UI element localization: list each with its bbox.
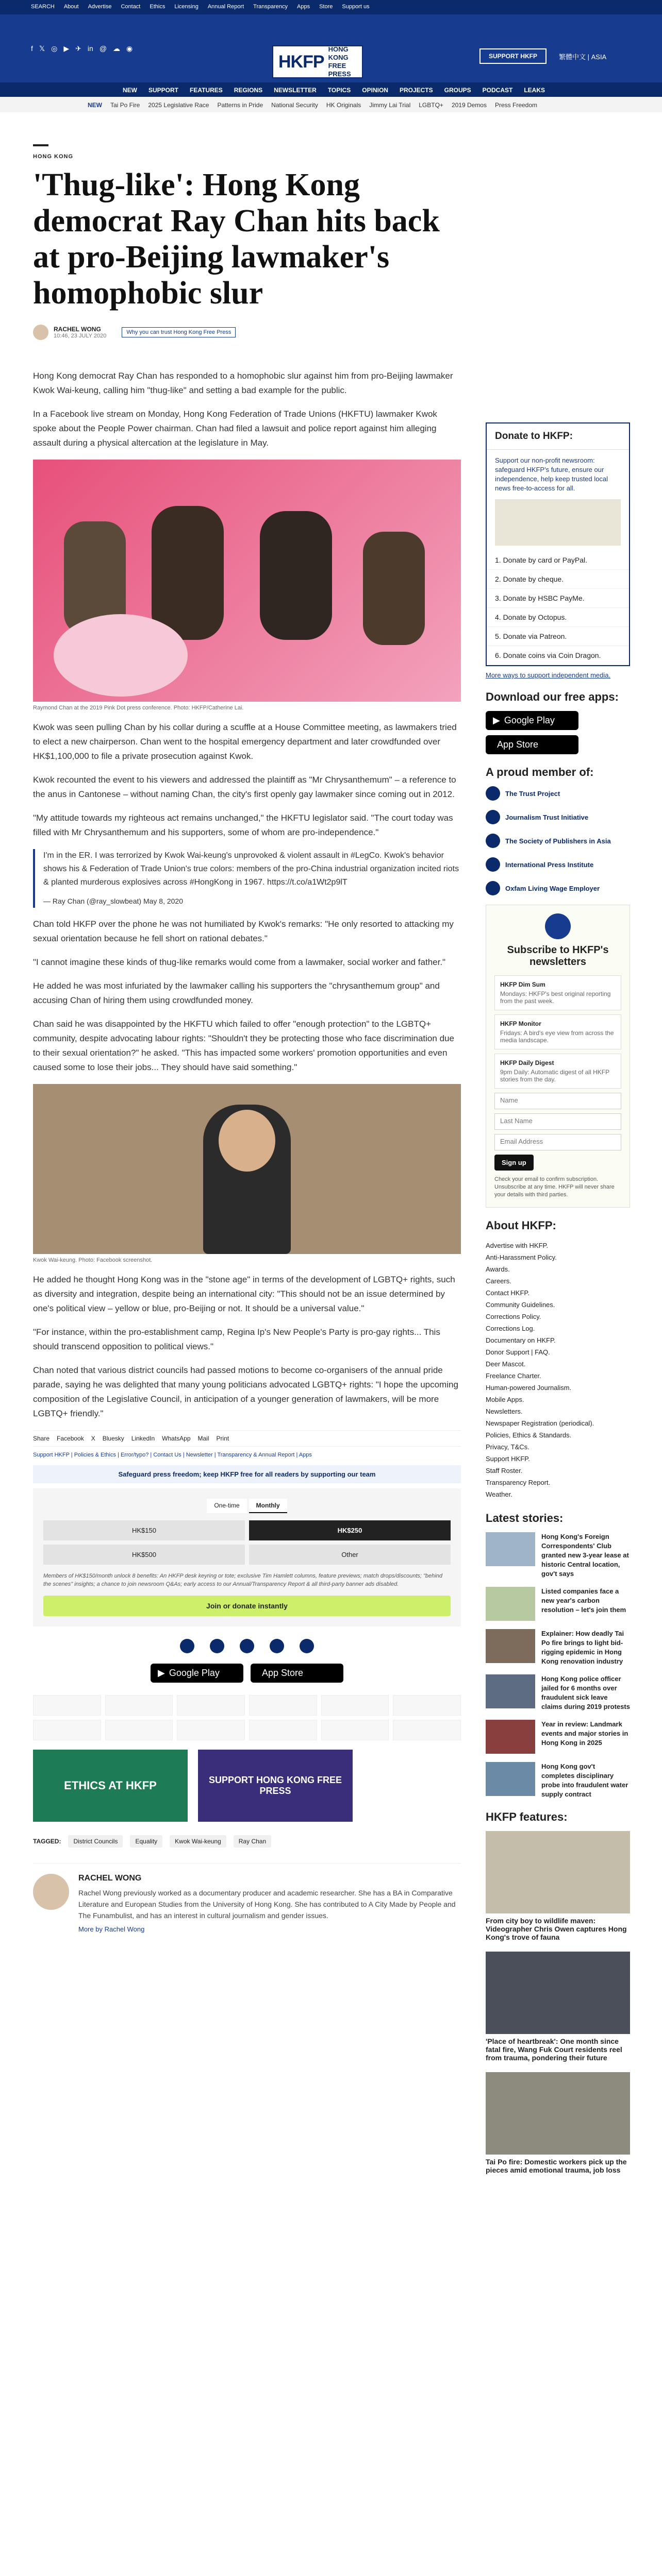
telegram-icon[interactable]: ✈ [75,44,81,53]
tags-row [33,1835,461,1848]
donate-box [486,422,630,666]
site-header [0,14,662,82]
trending-item[interactable]: National Security [271,101,318,109]
ethics-banner[interactable]: ETHICS AT HKFP [33,1750,188,1822]
join-donate-button[interactable]: Join or donate instantly [43,1596,451,1616]
ipi-logo [270,1639,284,1653]
about-link[interactable]: Donor Support | FAQ. [486,1348,550,1356]
tag[interactable]: Ray Chan [234,1835,271,1848]
donate-option[interactable]: 6. Donate coins via Coin Dragon. [487,646,629,665]
donate-option[interactable]: 4. Donate by Octopus. [487,608,629,627]
trust-project-icon [486,786,500,801]
nav-item-topics[interactable]: TOPICS [327,87,351,94]
play-icon: ▶ [158,1668,165,1678]
google-play-badge[interactable]: ▶ Google Play [486,711,578,730]
nav-item-groups[interactable]: GROUPS [444,87,471,94]
trending-item[interactable]: HK Originals [326,101,361,109]
oxfam-icon [486,881,500,895]
newsletter-note: Check your email to confirm subscription. Unsubscribe at any time. HKFP will never share your details with third parties. [494,1176,615,1198]
hkfp-logo-icon [545,913,571,939]
mastercard-icon[interactable] [33,1695,101,1716]
nav-item-support[interactable]: SUPPORT [148,87,179,94]
share-x[interactable]: X [91,1435,95,1442]
about-link[interactable]: Contact HKFP. [486,1289,530,1297]
article-paragraph: Hong Kong democrat Ray Chan has responded to a homophobic slur against him from pro-Beijing lawmaker Kwok Wai-keung, calling him "thug-like" and setting a bad example for the public. [33,371,453,395]
article [33,144,461,1933]
topbar-link-licensing[interactable]: Licensing [174,4,198,10]
nav-item-opinion[interactable]: OPINION [362,87,388,94]
about-link[interactable]: Staff Roster. [486,1467,523,1475]
trending-item[interactable]: 2019 Demos [451,101,487,109]
tag[interactable]: District Councils [68,1835,123,1848]
about-link[interactable]: Privacy, T&Cs. [486,1443,529,1451]
about-title: About HKFP: [486,1219,556,1232]
face [219,1110,275,1172]
donate-option[interactable]: 3. Donate by HSBC PayMe. [487,589,629,608]
tag[interactable]: Equality [130,1835,162,1848]
about-link[interactable]: Human-powered Journalism. [486,1384,572,1392]
about-link[interactable]: Policies, Ethics & Standards. [486,1431,572,1439]
feature-thumbnail [486,2072,630,2155]
article-paragraph: "I cannot imagine these kinds of thug-like remarks would come from a lawmaker, social worker and father." [33,957,446,967]
feature-thumbnail [486,1952,630,2034]
byline [33,325,461,340]
share-linkedin[interactable]: LinkedIn [131,1435,155,1442]
google-play-badge[interactable]: ▶ Google Play [151,1664,243,1683]
nav-item-podcast[interactable]: PODCAST [482,87,513,94]
instagram-icon[interactable]: ◎ [51,44,58,53]
author-bio: Rachel Wong previously worked as a documentary producer and academic researcher. She has a BA in Comparative Literature and European Studies from the University of Hong Kong. She has contributed to A City Made by People and The Funambulist, and has an interest in cultural journalism and gender issues. [78,1889,456,1920]
trending-bar [0,97,662,112]
member-logos-row [33,1639,461,1653]
latest-story[interactable]: Hong Kong police officer jailed for 6 months over fraudulent sick leave claims during 2019 protests [486,1674,630,1711]
top-utility-bar [0,0,662,14]
trending-new-label: NEW [88,101,102,109]
oxfam-logo [300,1639,314,1653]
promo-banners [33,1750,461,1822]
share-whatsapp[interactable]: WhatsApp [162,1435,191,1442]
newsletter-option[interactable]: HKFP Dim Sum Mondays: HKFP's best original reporting from the past week. [494,975,621,1010]
latest-story[interactable]: Hong Kong's Foreign Correspondents' Club granted new 3-year lease at historic Central location, gov't says [486,1532,630,1579]
about-link[interactable]: Transparency Report. [486,1479,551,1486]
member-org[interactable]: Journalism Trust Initiative [486,810,630,824]
paypal-icon[interactable] [105,1695,173,1716]
article-date: 10:46, 23 JULY 2020 [54,333,107,339]
author-name[interactable]: RACHEL WONG [78,1874,142,1883]
name-input[interactable]: Name [494,1093,621,1109]
payment-methods [33,1695,461,1740]
trending-item[interactable]: Tai Po Fire [110,101,140,109]
member-org[interactable]: The Trust Project [486,786,630,801]
member-org[interactable]: International Press Institute [486,857,630,872]
applepay-icon[interactable] [393,1720,461,1740]
jti-icon [486,810,500,824]
photo-caption: Kwok Wai-keung. Photo: Facebook screenshot. [33,1257,153,1263]
about-link[interactable]: Community Guidelines. [486,1301,555,1309]
jcb-icon[interactable] [321,1695,389,1716]
app-store-row [33,1664,461,1688]
jti-logo [210,1639,224,1653]
email-input[interactable]: Email Address [494,1134,621,1150]
nav-item-regions[interactable]: REGIONS [234,87,263,94]
person-silhouette [363,532,425,645]
about-link[interactable]: Mobile Apps. [486,1396,524,1403]
story-thumbnail [486,1629,535,1663]
latest-title: Latest stories: [486,1512,564,1524]
apps-title: Download our free apps: [486,690,619,703]
trust-project-logo [180,1639,194,1653]
payme-icon[interactable] [177,1720,245,1740]
sopa-logo [240,1639,254,1653]
nav-item-new[interactable]: NEW [123,87,137,94]
sopa-icon [486,834,500,848]
about-list [486,1240,630,1500]
trending-item[interactable]: Patterns in Pride [217,101,263,109]
newsletter-option[interactable]: HKFP Daily Digest 9pm Daily: Automatic digest of all HKFP stories from the day. [494,1054,621,1089]
features-title: HKFP features: [486,1810,568,1823]
amount-option-selected[interactable]: HK$250 [249,1520,451,1540]
amex-icon[interactable] [249,1695,317,1716]
share-label: Share [33,1435,50,1442]
topbar-link-contact[interactable]: Contact [121,4,141,10]
donate-title: Donate to HKFP: [487,423,629,450]
story-thumbnail [486,1674,535,1708]
nav-item-features[interactable]: FEATURES [190,87,223,94]
sidebar [486,422,630,2184]
about-link[interactable]: Deer Mascot. [486,1360,526,1368]
x-icon[interactable]: 𝕏 [39,44,45,53]
threads-icon[interactable]: @ [99,44,107,53]
donation-widget [33,1488,461,1626]
topbar-link-annual-report[interactable]: Annual Report [207,4,244,10]
play-icon: ▶ [493,715,500,725]
article-paragraph: Chan said he was disappointed by the HKFTU which failed to offer "enough protection" to the LGBTQ+ community, despite advocating labour rights: "Shouldn't they be protecting those who face discrimination due to their sexual orientation?" he asked. "This has impacted some workers' promotion opportunities and even caused some to lose their jobs... They should have said something." [33,1019,454,1072]
donate-option[interactable]: 1. Donate by card or PayPal. [487,551,629,570]
app-store-badge[interactable]: App Store [486,735,578,754]
story-thumbnail [486,1762,535,1796]
feature-thumbnail [486,1831,630,1913]
latest-story[interactable]: Hong Kong gov't completes disciplinary probe into fraudulent water supply contract [486,1762,630,1799]
article-photo-kwok [33,1084,461,1254]
last-name-input[interactable]: Last Name [494,1113,621,1130]
member-title: A proud member of: [486,766,594,778]
about-link[interactable]: Awards. [486,1265,510,1273]
more-by-author-link[interactable]: More by Rachel Wong [78,1925,145,1933]
app-store-badge[interactable]: App Store [251,1664,343,1683]
donate-illustration [495,499,621,546]
article-paragraph: Chan noted that various district councils had passed motions to become co-organisers of the annual pride parade, saying he was delighted that many young politicians advocated LGBTQ+ rights: "I hope the upcoming composition of the Legislative Council, in anticipation of a younger generation of lawmakers, will be more LGBTQ+ friendly." [33,1365,458,1418]
unionpay-icon[interactable] [393,1695,461,1716]
trending-item[interactable]: Jimmy Lai Trial [369,101,411,109]
article-paragraph: Chan told HKFP over the phone he was not humiliated by Kwok's remarks: "He only resorted to attacking my sexual orientation because he fell short on rational debates." [33,919,454,943]
author-avatar [33,1874,69,1910]
latest-story[interactable]: Year in review: Landmark events and major stories in Hong Kong in 2025 [486,1720,630,1754]
about-link[interactable]: Careers. [486,1277,511,1285]
donate-intro[interactable]: Support our non-profit newsroom: safeguard HKFP's future, ensure our independence, help keep trusted local news free-to-access for all. [495,456,608,492]
member-org[interactable]: The Society of Publishers in Asia [486,834,630,848]
feature-story[interactable]: From city boy to wildlife maven: Videographer Chris Owen captures Hong Kong's trove of fauna [486,1831,630,1941]
gpay-icon[interactable] [321,1720,389,1740]
linkedin-icon[interactable]: in [87,44,93,53]
article-title: 'Thug-like': Hong Kong democrat Ray Chan hits back at pro-Beijing lawmaker's homophobic slur [33,167,440,311]
trending-item[interactable]: LGBTQ+ [419,101,443,109]
article-paragraph: Kwok was seen pulling Chan by his collar during a scuffle at a House Committee meeting, as lawmakers tried to elect a new chairperson. Chan went to the hospital emergency department and later crowdfunded over HK$1,100,000 to file a private prosecution against Kwok. [33,722,457,761]
share-print[interactable]: Print [216,1435,229,1442]
about-link[interactable]: Support HKFP. [486,1455,530,1463]
feature-story[interactable]: 'Place of heartbreak': One month since fatal fire, Wang Fuk Court residents reel from trauma, pondering their future [486,1952,630,2062]
about-link[interactable]: Newspaper Registration (periodical). [486,1419,594,1427]
category-bar [33,144,48,146]
newsletter-option[interactable]: HKFP Monitor Fridays: A bird's eye view from across the media landscape. [494,1014,621,1049]
donation-tab-monthly[interactable]: Monthly [249,1499,287,1513]
about-link[interactable]: Documentary on HKFP. [486,1336,556,1344]
topbar-link-apps[interactable]: Apps [297,4,310,10]
story-thumbnail [486,1532,535,1566]
visa-icon[interactable] [177,1695,245,1716]
article-photo-ray-chan [33,460,461,702]
topbar-link-support[interactable]: Support us [342,4,370,10]
trending-item[interactable]: 2025 Legislative Race [148,101,209,109]
share-facebook[interactable]: Facebook [57,1435,84,1442]
facebook-icon[interactable]: f [31,44,33,53]
article-paragraph: In a Facebook live stream on Monday, Hong Kong Federation of Trade Unions (HKFTU) lawmaker Kwok spoke about the People Power chairman. Chan had filed a lawsuit and police report against him alleging assault during a physical altercation at the legislature in May. [33,409,437,448]
topbar-link-ethics[interactable]: Ethics [150,4,166,10]
newsletter-box [486,905,630,1208]
person-silhouette [260,511,332,640]
article-paragraph: He added he was most infuriated by the lawmaker calling his supporters the "chrysanthemum group" and accusing Chan of hiring them using crowdfunded money. [33,981,440,1005]
latest-story[interactable]: Listed companies face a new year's carbon resolution – let's join them [486,1587,630,1621]
search-link[interactable]: SEARCH [31,4,55,10]
trending-item[interactable]: Press Freedom [494,101,538,109]
octopus-icon[interactable] [33,1720,101,1740]
tweet-text: I'm in the ER. I was terrorized by Kwok Wai-keung's unprovoked & violent assault in #LegCo. Kwok's behavior shows his & Federation of Trade Union's true colors: members of the pro-China industrial organization incited riots & planted murderous explosives across #HongKong in 1967. https://t.co/a1Wt2p9lT [43,851,459,887]
author-avatar [33,325,48,340]
tweet-source[interactable]: — Ray Chan (@ray_slowbeat) May 8, 2020 [43,897,183,905]
social-icons [31,44,133,53]
share-bar [33,1430,461,1447]
about-link[interactable]: Weather. [486,1490,512,1498]
tag[interactable]: Kwok Wai-keung [170,1835,226,1848]
language-switch[interactable]: 繁體中文 | ASIA [559,53,607,61]
rss-icon[interactable]: ◉ [126,44,133,53]
ipi-icon [486,857,500,872]
love-sign [54,614,188,697]
newsletter-title: Subscribe to HKFP's newsletters [507,944,609,968]
article-paragraph: "For instance, within the pro-establishment camp, Regina Ip's New People's Party is pro-gay rights... This should transcend opposition to political views." [33,1327,440,1351]
nav-item-leaks[interactable]: LEAKS [524,87,545,94]
nav-item-newsletter[interactable]: NEWSLETTER [274,87,317,94]
about-link[interactable]: Anti-Harassment Policy. [486,1253,557,1261]
trust-link[interactable]: Why you can trust Hong Kong Free Press [122,327,236,337]
support-banner[interactable]: Safeguard press freedom; keep HKFP free for all readers by supporting our team [33,1465,461,1483]
main-nav [0,82,662,97]
article-paragraph: He added he thought Hong Kong was in the "stone age" in terms of the development of LGBTQ+ rights, such as diversity and integration, despite being an international city: "This should not be an issue determined by one's political view – yellow or blue, pro-Beijing or not. It should be a universal value." [33,1275,455,1313]
about-link[interactable]: Corrections Policy. [486,1313,541,1320]
support-hkfp-button[interactable]: SUPPORT HKFP [479,48,547,64]
amount-option[interactable]: HK$500 [43,1545,245,1565]
embedded-tweet [33,849,461,908]
support-banner-image[interactable]: SUPPORT HONG KONG FREE PRESS [198,1750,353,1822]
about-link[interactable]: Advertise with HKFP. [486,1242,549,1249]
article-category[interactable]: HONG KONG [33,154,74,160]
latest-story[interactable]: Explainer: How deadly Tai Po fire brings to light bid-rigging epidemic in Hong Kong renovation industry [486,1629,630,1666]
photo-caption: Raymond Chan at the 2019 Pink Dot press conference. Photo: HKFP/Catherine Lai. [33,705,244,711]
story-thumbnail [486,1720,535,1754]
donation-tab-onetime[interactable]: One-time [207,1499,246,1513]
site-logo[interactable]: HKFP HONG KONG FREE PRESS [272,45,363,78]
signup-button[interactable]: Sign up [494,1155,534,1171]
about-link[interactable]: Newsletters. [486,1408,523,1415]
amount-option-other[interactable]: Other [249,1545,451,1565]
topbar-link-advertise[interactable]: Advertise [88,4,112,10]
amount-option[interactable]: HK$150 [43,1520,245,1540]
article-paragraph: Kwok recounted the event to his viewers and addressed the plaintiff as "Mr Chrysanthemum" – a reference to the anus in Cantonese – without naming Chan, the city's first openly gay lawmaker since coming out in 2012. [33,775,456,799]
nav-item-projects[interactable]: PROJECTS [399,87,433,94]
youtube-icon[interactable]: ▶ [63,44,70,53]
donate-option[interactable]: 5. Donate via Patreon. [487,627,629,646]
donate-option[interactable]: 2. Donate by cheque. [487,570,629,589]
member-org[interactable]: Oxfam Living Wage Employer [486,881,630,895]
share-mail[interactable]: Mail [197,1435,209,1442]
author-name[interactable]: RACHEL WONG [54,326,101,333]
about-link[interactable]: Freelance Charter. [486,1372,541,1380]
share-bluesky[interactable]: Bluesky [102,1435,124,1442]
story-thumbnail [486,1587,535,1621]
topbar-link-transparency[interactable]: Transparency [253,4,288,10]
bluesky-icon[interactable]: ☁ [113,44,121,53]
author-box [33,1863,461,1933]
article-paragraph: "My attitude towards my righteous act remains unchanged," the HKFTU legislator said. "The court today was filled with Mr Chrysanthemum and his supporters, some of whom are pro-independence." [33,813,453,837]
tags-label: TAGGED: [33,1838,61,1845]
about-link[interactable]: Corrections Log. [486,1325,535,1332]
topbar-link-about[interactable]: About [63,4,79,10]
more-ways-link[interactable]: More ways to support independent media. [486,671,611,679]
membership-note: Members of HK$150/month unlock 8 benefits: An HKFP desk keyring or tote; exclusive Tim Hamlett columns, feature previews; match drops/discounts; "behind the scenes" insights; a chance to join newsroom Q&As; early access to our Annual/Transparency Report & all third-party banner ads disabled. [43,1573,442,1587]
patreon-icon[interactable] [105,1720,173,1740]
person-silhouette [152,506,224,640]
fps-icon[interactable] [249,1720,317,1740]
support-links[interactable]: Support HKFP | Policies & Ethics | Error/typo? | Contact Us | Newsletter | Transparency & Annual Report | Apps [33,1452,312,1458]
topbar-link-store[interactable]: Store [319,4,333,10]
feature-story[interactable]: Tai Po fire: Domestic workers pick up the pieces amid emotional trauma, job loss [486,2072,630,2174]
